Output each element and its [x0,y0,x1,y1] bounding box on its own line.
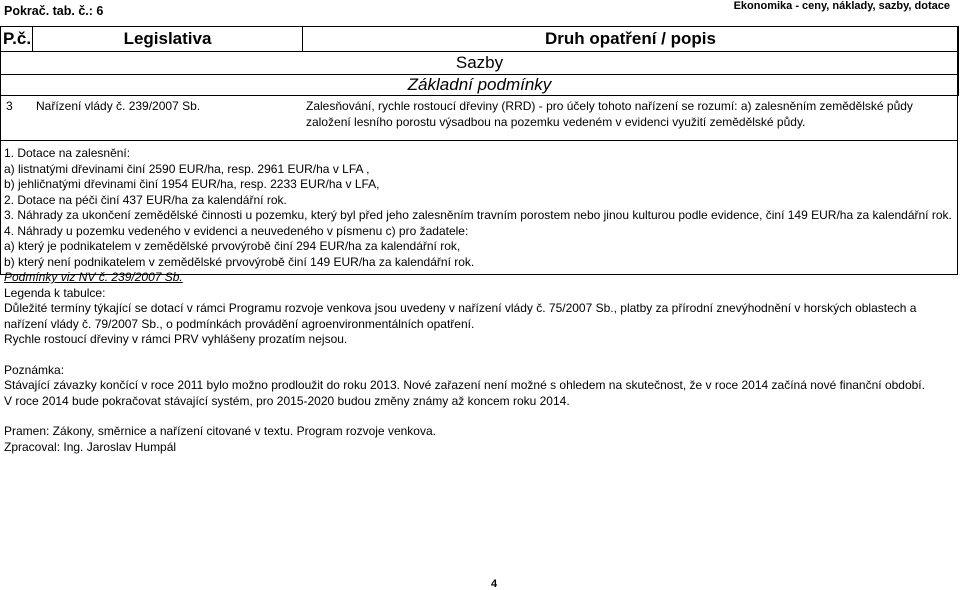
page-number: 4 [491,578,498,590]
conditions-text: Podmínky viz NV č. 239/2007 Sb. [4,270,183,284]
content-body [4,146,956,455]
col-measure-header: Druh opatření / popis [303,27,959,52]
row-description-line: Zalesňování, rychle rostoucí dřeviny (RRD) - pro účely tohoto nařízení se rozumí: a) zalesněním zemědělské půdy [306,99,913,113]
row-description-line: založení lesního porostu výsadbou na pozemku vedeném v evidenci využití zemědělské půdy. [306,115,806,129]
rates-line: 4. Náhrady u pozemku vedeného v evidenci a neuvedeného v písmenu c) pro žadatele: [4,223,469,238]
note-line: V roce 2014 bude pokračovat stávající systém, pro 2015-2020 budou změny známy až koncem roku 2014. [4,393,570,408]
source-text: Pramen: Zákony, směrnice a nařízení citované v textu. Program rozvoje venkova. [4,424,436,438]
col-legislation-header: Legislativa [33,27,303,52]
legend-line: Rychle rostoucí dřeviny v rámci PRV vyhlášeny prozatím nejsou. [4,332,348,346]
spacer [4,348,956,363]
rates-header: Sazby [1,52,959,75]
row-legislation: Nařízení vlády č. 239/2007 Sb. [36,99,201,113]
note-line: Stávající závazky končící v roce 2011 bylo možno prodloužit do roku 2013. Nové zařazení není možné s ohledem na skutečnost, že v roce 2014 začíná nové finanční období. [4,378,925,392]
rates-line: 2. Dotace na péči činí 437 EUR/ha za kalendářní rok. [4,192,287,207]
legend-line: nařízení vlády č. 79/2007 Sb., o podmínkách provádění agroenvironmentálních opatření. [4,316,475,331]
legend-title: Legenda k tabulce: [4,285,106,300]
rates-line: a) listnatými dřevinami činí 2590 EUR/ha, resp. 2961 EUR/ha v LFA , [4,161,370,176]
category-title: Ekonomika - ceny, náklady, sazby, dotace [733,0,950,12]
table-left-border [0,26,1,274]
rates-line: 1. Dotace na zalesnění: [4,146,131,160]
legend-line: Důležité termíny týkající se dotací v rámci Programu rozvoje venkova jsou uvedeny v nařízení vlády č. 75/2007 Sb., platby za přírodní znevýhodnění v horských oblastech a [4,301,917,315]
rates-line: 3. Náhrady za ukončení zemědělské činnosti u pozemku, který byl před jeho zalesněním travním porostem nebo jinou kulturou podle evidence, činí 149 EUR/ha za kalendářní rok. [4,208,952,222]
col-number-header: P.č. [1,27,33,52]
note-title: Poznámka: [4,362,65,377]
row-description [306,98,956,130]
row-divider [0,140,958,141]
processed-by-text: Zpracoval: Ing. Jaroslav Humpál [4,439,177,454]
row-number: 3 [6,99,13,113]
continuation-label: Pokrač. tab. č.: 6 [4,4,104,18]
rates-line: a) který je podnikatelem v zemědělské prvovýrobě činí 294 EUR/ha za kalendářní rok, [4,239,461,253]
basic-conditions-header: Základní podmínky [1,75,959,96]
table-right-border [957,26,958,274]
rates-line: b) který není podnikatelem v zemědělské prvovýrobě činí 149 EUR/ha za kalendářní rok. [4,254,475,269]
spacer [4,409,956,424]
rates-line: b) jehličnatými dřevinami činí 1954 EUR/ha, resp. 2233 EUR/ha v LFA, [4,177,380,191]
table-header [0,26,959,96]
